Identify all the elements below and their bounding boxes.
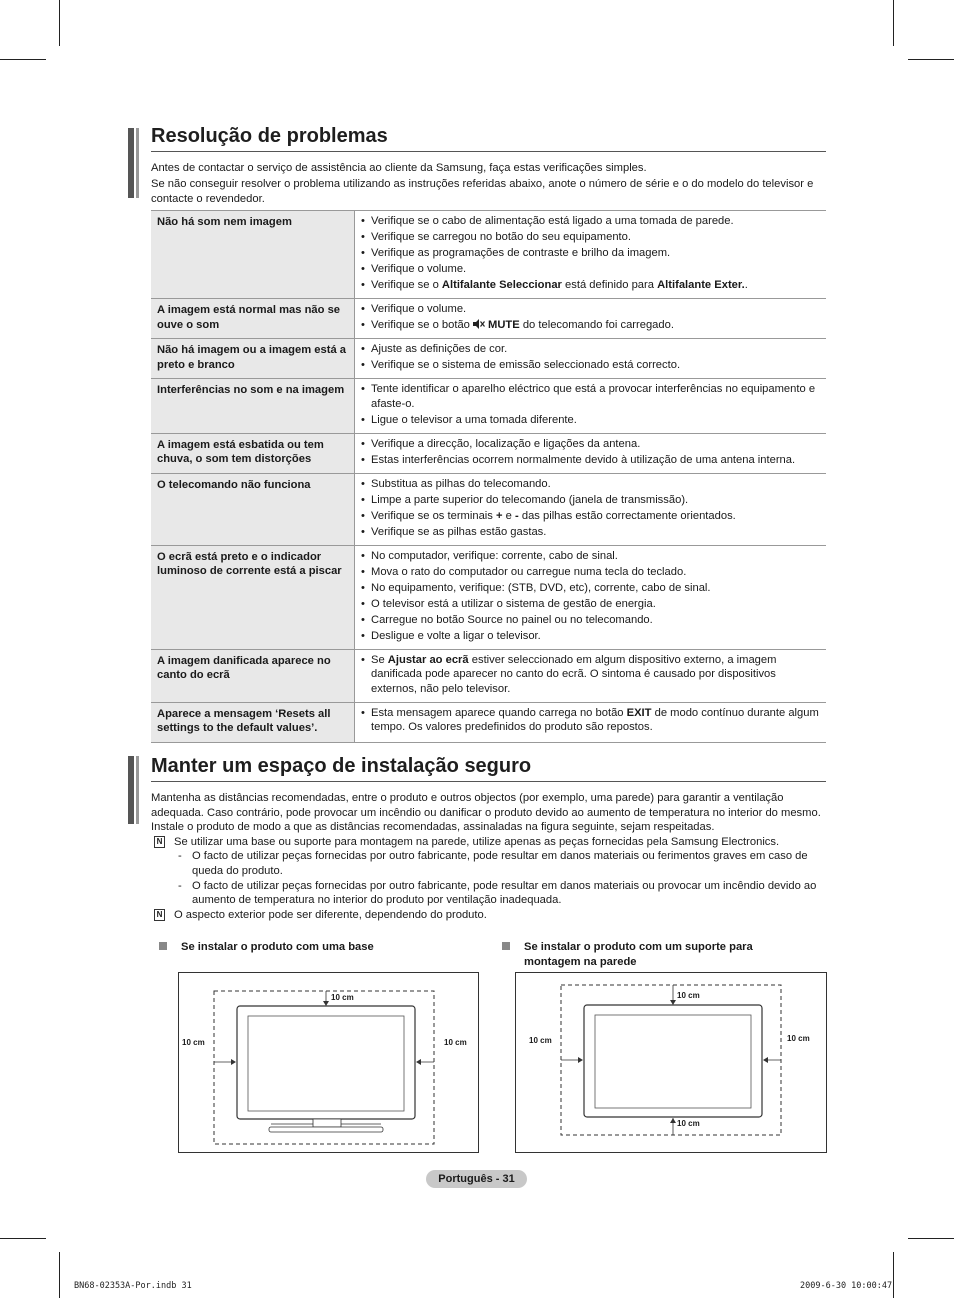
mute-icon [473,319,488,331]
solution-text: No computador, verifique: corrente, cabo de sinal. [371,549,618,562]
dash-mark: - [178,850,182,863]
problem-cell: Aparece a mensagem ‘Resets all settings to the default values’. [151,702,355,742]
solution-list [361,342,820,373]
crop-mark [893,1252,894,1298]
figure-wall-mount-installation [515,972,827,1153]
arrow-head [323,1001,329,1006]
table-row [151,379,826,434]
solution-text: Verifique se carregou no botão do seu equipamento. [371,231,631,243]
crop-mark [893,0,894,46]
solution-text: No equipamento, verifique: (STB, DVD, etc), corrente, cabo de sinal. [371,581,711,594]
dimension-label: 10 cm [444,1038,467,1047]
dash-text: O facto de utilizar peças fornecidas por outro fabricante, pode resultar em danos materiais ou provocar um incêndio devido ao aumento de temperatura no interior do produto por ventilação inadequada. [192,879,817,907]
section-marker [136,756,139,824]
list-item [361,629,820,644]
arrow-head [763,1057,768,1063]
dimension-label: 10 cm [182,1038,205,1047]
solution-text: Tente identificar o aparelho eléctrico que está a provocar interferências no equipamento e afaste-o. [371,383,816,410]
solution-cell [355,433,827,473]
solution-list [361,549,820,644]
problem-cell: O ecrã está preto e o indicador luminoso de corrente está a piscar [151,545,355,649]
table-row [151,702,826,742]
list-item [361,214,820,229]
list-item [361,549,820,564]
solution-text: Verifique se os terminais [371,509,496,522]
tv-wall-mount-diagram [516,973,826,1152]
solution-text: Limpe a parte superior do telecomando (janela de transmissão). [371,493,689,506]
note-icon: N [154,836,165,848]
print-file-info: BN68-02353A-Por.indb 31 [74,1281,192,1291]
figure-label-wall-mount: Se instalar o produto com um suporte para montagem na parede [502,940,792,969]
list-item [361,477,820,492]
intro-line: Antes de contactar o serviço de assistência ao cliente da Samsung, faça estas verificações simples. [151,162,647,174]
solution-text: . [744,279,748,291]
arrow-head [670,1118,676,1123]
list-item [361,230,820,245]
crop-mark [59,1252,60,1298]
table-row [151,433,826,473]
list-item [361,525,820,540]
crop-mark [908,1238,954,1239]
square-bullet-icon [502,942,510,950]
list-item [361,509,820,524]
list-item [361,597,820,612]
solution-text: Carregue no botão Source no painel ou no telecomando. [371,613,653,626]
table-row [151,649,826,702]
solution-text: Esta mensagem aparece quando carrega no botão [371,706,627,719]
dimension-label: 10 cm [529,1036,552,1045]
solution-cell [355,473,827,545]
figure-label-stand: Se instalar o produto com uma base [159,940,459,955]
solution-cell [355,379,827,434]
solution-text: Ajuste as definições de cor. [371,343,508,355]
list-item [361,653,820,697]
section-title-installation: Manter um espaço de instalação seguro [151,755,532,777]
list-item [361,246,820,261]
problem-cell: Não há imagem ou a imagem está a preto e branco [151,339,355,379]
troubleshooting-intro [151,161,821,208]
section-marker [136,128,139,198]
solution-text: das pilhas estão correctamente orientados. [518,509,736,522]
list-item [361,262,820,277]
emphasis-text: EXIT [626,706,652,719]
solution-list [361,477,820,540]
dimension-label: 10 cm [677,991,700,1000]
print-date-info: 2009-6-30 10:00:47 [800,1281,893,1291]
list-item [361,382,820,411]
section-rule [151,781,826,782]
solution-cell [355,339,827,379]
tv-screen [595,1015,751,1108]
note-text: Se utilizar uma base ou suporte para montagem na parede, utilize apenas as peças fornecidas pela Samsung Electronics. [174,835,780,848]
list-item [361,318,820,333]
crop-mark [0,1238,46,1239]
table-row [151,545,826,649]
arrow-head [670,1000,676,1005]
tv-screen [248,1016,404,1111]
emphasis-text: Altifalante Seleccionar [441,279,562,291]
list-item [361,613,820,628]
solution-text: Desligue e volte a ligar o televisor. [371,629,541,642]
section-rule [151,151,826,152]
solution-cell [355,649,827,702]
solution-list [361,214,820,293]
crop-mark [59,0,60,46]
solution-cell [355,702,827,742]
emphasis-text: MUTE [488,319,520,331]
troubleshooting-table [151,210,826,743]
solution-text: Verifique se o sistema de emissão seleccionado está correcto. [371,359,681,371]
solution-list [361,302,820,333]
emphasis-text: Altifalante Exter. [657,279,745,291]
solution-text: O televisor está a utilizar o sistema de gestão de energia. [371,597,656,610]
solution-text: do telecomando foi carregado. [519,319,674,331]
list-item [361,278,820,293]
intro-line: Se não conseguir resolver o problema utilizando as instruções referidas abaixo, anote o número de série e o do modelo do televisor e contacte o revendedor. [151,177,814,205]
list-item [361,493,820,508]
solution-text: Verifique as programações de contraste e brilho da imagem. [371,247,671,259]
emphasis-text: - [515,509,519,522]
solution-text: e [502,509,515,522]
table-row [151,339,826,379]
solution-list [361,437,820,468]
list-item [361,413,820,428]
figure-stand-installation [178,972,479,1153]
solution-cell [355,545,827,649]
emphasis-text: + [496,509,503,522]
problem-cell: A imagem está esbatida ou tem chuva, o som tem distorções [151,433,355,473]
list-item [361,581,820,596]
crop-mark [0,59,46,60]
arrow-head [416,1059,421,1065]
section-title-troubleshooting: Resolução de problemas [151,125,388,147]
solution-text: Verifique o volume. [371,263,467,275]
stand-neck [313,1119,341,1127]
solution-text: estiver seleccionado em algum dispositivo externo, a imagem danificada pode aparecer no canto do ecrã. O sintoma é causado por dispositivos externos, não pelo televisor. [371,653,777,695]
note-item [151,908,826,923]
table-row [151,299,826,339]
installation-notes [151,791,826,922]
solution-text: Estas interferências ocorrem normalmente devido à utilização de uma antena interna. [371,453,796,466]
solution-text: Verifique a direcção, localização e ligações da antena. [371,437,641,450]
solution-cell [355,299,827,339]
problem-cell: A imagem danificada aparece no canto do ecrã [151,649,355,702]
dimension-label: 10 cm [787,1034,810,1043]
solution-text: Mova o rato do computador ou carregue numa tecla do teclado. [371,565,687,578]
solution-list [361,653,820,697]
solution-text: Verifique se as pilhas estão gastas. [371,525,547,538]
solution-list [361,706,820,735]
stand-base [269,1127,383,1132]
note-text: O aspecto exterior pode ser diferente, dependendo do produto. [174,908,487,921]
list-item [361,358,820,373]
dimension-label: 10 cm [677,1119,700,1128]
solution-text: está definido para [561,279,658,291]
arrow-head [578,1057,583,1063]
installation-intro: Mantenha as distâncias recomendadas, entre o produto e outros objectos (por exemplo, uma parede) para garantir a ventilação adequada. Caso contrário, pode provocar um incêndio ou danificar o produto devido ao aumento de temperatura no interior do mesmo. Instale o produto de modo a que as distâncias recomendadas, assinaladas na figura seguinte, sejam respeitadas. [151,792,821,834]
section-marker [128,128,134,198]
solution-text: Ligue o televisor a uma tomada diferente. [371,413,577,426]
list-item [361,453,820,468]
table-row [151,211,826,299]
list-item [361,342,820,357]
note-icon: N [154,909,165,921]
problem-cell: O telecomando não funciona [151,473,355,545]
note-item [151,835,826,850]
list-item [361,437,820,452]
dash-item [151,849,826,878]
solution-text: Substitua as pilhas do telecomando. [371,477,551,490]
dash-mark: - [178,879,182,892]
table-row [151,473,826,545]
solution-cell [355,211,827,299]
solution-text: Verifique se o [371,279,442,291]
page-number: Português - 31 [426,1170,527,1188]
solution-text: Se [371,653,388,666]
arrow-head [231,1059,236,1065]
list-item [361,706,820,735]
dimension-label: 10 cm [331,993,354,1002]
tv-on-stand-diagram [179,973,478,1152]
emphasis-text: Ajustar ao ecrã [387,653,469,666]
crop-mark [908,59,954,60]
problem-cell: Não há som nem imagem [151,211,355,299]
solution-text: Verifique se o botão [371,319,474,331]
dash-text: O facto de utilizar peças fornecidas por outro fabricante, pode resultar em danos materiais ou ferimentos graves em caso de queda do produto. [192,850,808,877]
section-marker [128,756,134,824]
solution-list [361,382,820,427]
list-item [361,302,820,317]
solution-text: Verifique se o cabo de alimentação está ligado a uma tomada de parede. [371,215,734,227]
problem-cell: A imagem está normal mas não se ouve o som [151,299,355,339]
solution-text: de modo contínuo durante algum tempo. Os valores predefinidos do produto são repostos. [371,706,819,733]
solution-text: Verifique o volume. [371,303,467,315]
square-bullet-icon [159,942,167,950]
list-item [361,565,820,580]
problem-cell: Interferências no som e na imagem [151,379,355,434]
dash-item [151,879,826,908]
